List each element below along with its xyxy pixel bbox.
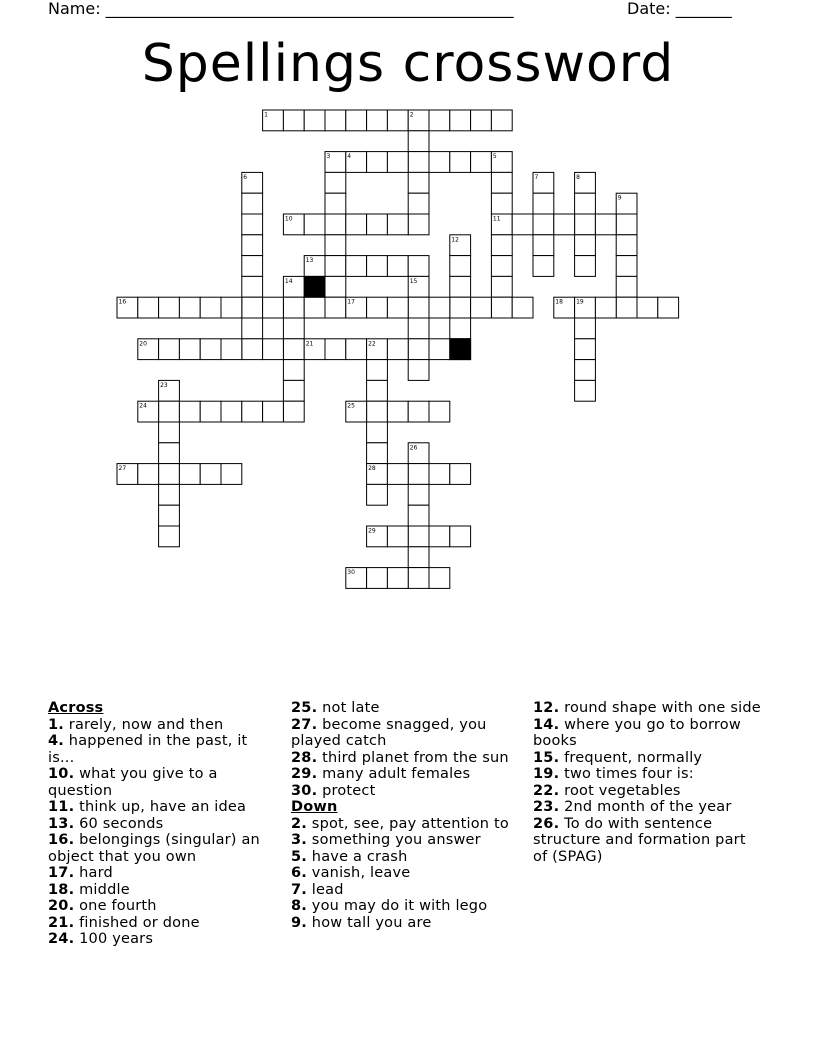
clue-number-label: 17 bbox=[347, 298, 355, 306]
page-title: Spellings crossword bbox=[141, 34, 675, 94]
grid-cell[interactable] bbox=[450, 526, 471, 547]
grid-cell[interactable] bbox=[450, 318, 471, 339]
grid-cell[interactable] bbox=[367, 110, 388, 131]
grid-cell[interactable] bbox=[325, 172, 346, 193]
grid-cell[interactable] bbox=[346, 339, 367, 360]
clue-item bbox=[533, 783, 761, 800]
clue-number: 9. bbox=[291, 914, 307, 931]
grid-cell[interactable] bbox=[221, 464, 242, 485]
grid-cell[interactable] bbox=[533, 214, 554, 235]
grid-cell[interactable] bbox=[450, 464, 471, 485]
clue-item bbox=[533, 799, 761, 816]
clue-text: think up, have an idea bbox=[74, 799, 247, 815]
grid-cell[interactable] bbox=[387, 256, 408, 277]
clue-section-heading: Down bbox=[291, 799, 338, 815]
clue-number: 13. bbox=[48, 815, 75, 832]
grid-cell[interactable] bbox=[367, 422, 388, 443]
grid-cell[interactable] bbox=[554, 214, 575, 235]
clue-item bbox=[533, 766, 761, 783]
blocked-cell bbox=[304, 276, 325, 297]
clue-number-label: 11 bbox=[492, 215, 501, 223]
clue-number-label: 12 bbox=[451, 236, 459, 244]
clue-text: protect bbox=[317, 782, 376, 799]
clue-number: 26. bbox=[533, 815, 560, 832]
clue-number-label: 29 bbox=[368, 527, 376, 535]
grid-cell[interactable] bbox=[387, 401, 408, 422]
clue-text: happened in the past, it is... bbox=[48, 733, 248, 766]
clue-number: 1. bbox=[48, 716, 64, 733]
grid-cell[interactable] bbox=[304, 214, 325, 235]
clue-item bbox=[48, 915, 276, 932]
grid-cell[interactable] bbox=[367, 401, 388, 422]
grid-cell[interactable] bbox=[159, 505, 180, 526]
grid-cell[interactable] bbox=[533, 235, 554, 256]
clue-column-2 bbox=[291, 700, 519, 931]
grid-cell[interactable] bbox=[200, 297, 221, 318]
grid-cell[interactable] bbox=[408, 214, 429, 235]
grid-cell[interactable] bbox=[387, 464, 408, 485]
grid-cell[interactable] bbox=[408, 131, 429, 152]
clue-number: 17. bbox=[48, 865, 75, 881]
grid-cell[interactable] bbox=[242, 297, 263, 318]
grid-cell[interactable] bbox=[429, 464, 450, 485]
clue-item bbox=[291, 832, 519, 849]
grid-cell[interactable] bbox=[595, 297, 616, 318]
clue-text: hard bbox=[74, 865, 113, 881]
grid-cell[interactable] bbox=[179, 297, 200, 318]
grid-cell[interactable] bbox=[304, 110, 325, 131]
date-field[interactable]: Date: _______ bbox=[627, 0, 732, 18]
grid-cell[interactable] bbox=[325, 297, 346, 318]
clue-number-label: 26 bbox=[409, 444, 418, 452]
clue-number: 30. bbox=[291, 782, 318, 799]
grid-cell[interactable] bbox=[387, 297, 408, 318]
grid-cell[interactable] bbox=[575, 380, 596, 401]
grid-cell[interactable] bbox=[408, 152, 429, 173]
grid-cell[interactable] bbox=[408, 339, 429, 360]
clue-number-label: 25 bbox=[347, 402, 355, 410]
clue-number-label: 28 bbox=[368, 465, 376, 473]
grid-cell[interactable] bbox=[138, 297, 159, 318]
clue-item bbox=[533, 750, 761, 767]
clue-item bbox=[291, 717, 519, 750]
clue-number-label: 8 bbox=[576, 173, 580, 181]
grid-cell[interactable] bbox=[159, 297, 180, 318]
grid-cell[interactable] bbox=[429, 110, 450, 131]
clue-text: middle bbox=[74, 881, 130, 898]
clue-number: 21. bbox=[48, 914, 75, 931]
clue-number: 19. bbox=[533, 766, 560, 782]
blocked-cell bbox=[450, 339, 471, 360]
grid-cell[interactable] bbox=[616, 297, 637, 318]
clue-number-label: 13 bbox=[305, 257, 314, 265]
grid-cell[interactable] bbox=[471, 297, 492, 318]
clue-text: belongings (singular) an object that you own bbox=[48, 832, 260, 865]
grid-cell[interactable] bbox=[159, 443, 180, 464]
grid-cell[interactable] bbox=[367, 484, 388, 505]
grid-cell[interactable] bbox=[200, 401, 221, 422]
grid-cell[interactable] bbox=[179, 339, 200, 360]
grid-cell[interactable] bbox=[221, 401, 242, 422]
grid-cell[interactable] bbox=[616, 276, 637, 297]
clue-text: lead bbox=[307, 881, 344, 898]
grid-cell[interactable] bbox=[242, 339, 263, 360]
clue-number: 28. bbox=[291, 749, 318, 766]
grid-cell[interactable] bbox=[429, 297, 450, 318]
grid-cell[interactable] bbox=[575, 318, 596, 339]
grid-cell[interactable] bbox=[408, 464, 429, 485]
clue-item bbox=[291, 915, 519, 932]
grid-cell[interactable] bbox=[387, 214, 408, 235]
clue-number: 16. bbox=[48, 832, 75, 848]
clue-number: 29. bbox=[291, 766, 318, 782]
clue-number-label: 27 bbox=[118, 465, 127, 473]
grid-cell[interactable] bbox=[242, 235, 263, 256]
clue-item bbox=[533, 816, 761, 866]
clue-item bbox=[48, 717, 276, 734]
clue-item bbox=[48, 733, 276, 766]
clue-column-1 bbox=[48, 700, 276, 948]
grid-cell[interactable] bbox=[491, 297, 512, 318]
grid-cell[interactable] bbox=[367, 443, 388, 464]
clue-number-label: 10 bbox=[284, 215, 293, 223]
grid-cell[interactable] bbox=[450, 276, 471, 297]
grid-cell[interactable] bbox=[491, 110, 512, 131]
clue-number: 25. bbox=[291, 700, 318, 716]
clue-text: something you answer bbox=[307, 832, 481, 848]
grid-cell[interactable] bbox=[283, 110, 304, 131]
grid-cell[interactable] bbox=[367, 214, 388, 235]
clue-text: you may do it with lego bbox=[307, 898, 488, 914]
grid-cell[interactable] bbox=[283, 297, 304, 318]
clue-item bbox=[533, 717, 761, 750]
grid-cell[interactable] bbox=[408, 172, 429, 193]
grid-cell[interactable] bbox=[159, 339, 180, 360]
grid-cell[interactable] bbox=[263, 401, 284, 422]
grid-cell[interactable] bbox=[491, 193, 512, 214]
grid-cell[interactable] bbox=[387, 526, 408, 547]
grid-cell[interactable] bbox=[408, 505, 429, 526]
grid-cell[interactable] bbox=[429, 568, 450, 589]
grid-cell[interactable] bbox=[575, 339, 596, 360]
clue-text: vanish, leave bbox=[307, 865, 411, 881]
clue-number-label: 3 bbox=[326, 153, 331, 161]
grid-cell[interactable] bbox=[346, 256, 367, 277]
clue-item bbox=[48, 799, 276, 816]
grid-cell[interactable] bbox=[637, 297, 658, 318]
clue-number-label: 7 bbox=[534, 173, 539, 181]
grid-cell[interactable] bbox=[429, 401, 450, 422]
grid-cell[interactable] bbox=[575, 360, 596, 381]
grid-cell[interactable] bbox=[387, 152, 408, 173]
clue-item bbox=[291, 750, 519, 767]
clue-number-label: 30 bbox=[347, 569, 355, 577]
clue-number: 6. bbox=[291, 865, 307, 881]
clue-item bbox=[291, 882, 519, 899]
grid-cell[interactable] bbox=[408, 297, 429, 318]
grid-cell[interactable] bbox=[263, 297, 284, 318]
clue-number-label: 14 bbox=[284, 277, 293, 285]
grid-cell[interactable] bbox=[387, 110, 408, 131]
clue-text: round shape with one side bbox=[559, 700, 761, 716]
grid-cell[interactable] bbox=[450, 110, 471, 131]
clue-number: 27. bbox=[291, 716, 318, 733]
grid-cell[interactable] bbox=[242, 401, 263, 422]
grid-cell[interactable] bbox=[138, 464, 159, 485]
grid-cell[interactable] bbox=[387, 568, 408, 589]
clue-text: not late bbox=[317, 700, 380, 716]
clue-number-label: 24 bbox=[139, 402, 147, 410]
clue-number-label: 16 bbox=[118, 298, 127, 306]
grid-cell[interactable] bbox=[242, 318, 263, 339]
clue-number-label: 15 bbox=[409, 277, 418, 285]
clue-item bbox=[291, 766, 519, 783]
grid-cell[interactable] bbox=[533, 256, 554, 277]
clue-number-label: 1 bbox=[264, 111, 268, 119]
clue-number: 8. bbox=[291, 898, 307, 914]
clue-item bbox=[48, 882, 276, 899]
grid-cell[interactable] bbox=[450, 256, 471, 277]
grid-cell[interactable] bbox=[367, 256, 388, 277]
grid-cell[interactable] bbox=[283, 339, 304, 360]
clue-text: two times four is: bbox=[559, 766, 694, 782]
grid-cell[interactable] bbox=[533, 193, 554, 214]
grid-cell[interactable] bbox=[242, 256, 263, 277]
grid-cell[interactable] bbox=[367, 297, 388, 318]
grid-cell[interactable] bbox=[179, 401, 200, 422]
grid-cell[interactable] bbox=[200, 464, 221, 485]
grid-cell[interactable] bbox=[575, 235, 596, 256]
clue-number: 15. bbox=[533, 749, 560, 766]
grid-cell[interactable] bbox=[429, 526, 450, 547]
grid-cell[interactable] bbox=[283, 318, 304, 339]
grid-cell[interactable] bbox=[408, 547, 429, 568]
clue-text: have a crash bbox=[307, 848, 408, 865]
grid-cell[interactable] bbox=[616, 256, 637, 277]
grid-cell[interactable] bbox=[346, 214, 367, 235]
grid-cell[interactable] bbox=[159, 464, 180, 485]
grid-cell[interactable] bbox=[512, 297, 533, 318]
grid-cell[interactable] bbox=[304, 297, 325, 318]
clue-number: 3. bbox=[291, 832, 307, 848]
grid-cell[interactable] bbox=[159, 484, 180, 505]
grid-cell[interactable] bbox=[221, 297, 242, 318]
clue-item bbox=[291, 700, 519, 717]
clue-item bbox=[291, 816, 519, 833]
clue-item bbox=[291, 898, 519, 915]
grid-cell[interactable] bbox=[346, 110, 367, 131]
clue-item bbox=[48, 931, 276, 948]
grid-cell[interactable] bbox=[325, 193, 346, 214]
clue-number-label: 23 bbox=[160, 381, 168, 389]
grid-cell[interactable] bbox=[325, 235, 346, 256]
grid-cell[interactable] bbox=[575, 193, 596, 214]
grid-cell[interactable] bbox=[429, 152, 450, 173]
grid-cell[interactable] bbox=[200, 339, 221, 360]
grid-cell[interactable] bbox=[491, 256, 512, 277]
grid-cell[interactable] bbox=[491, 276, 512, 297]
clue-number: 2. bbox=[291, 815, 307, 832]
grid-cell[interactable] bbox=[325, 214, 346, 235]
grid-cell[interactable] bbox=[658, 297, 679, 318]
clue-item bbox=[533, 700, 761, 717]
grid-cell[interactable] bbox=[408, 193, 429, 214]
grid-cell[interactable] bbox=[408, 568, 429, 589]
clue-number: 14. bbox=[533, 716, 560, 733]
clue-number-label: 5 bbox=[492, 153, 497, 161]
clue-item bbox=[48, 898, 276, 915]
clue-text: root vegetables bbox=[559, 782, 681, 799]
clue-number: 4. bbox=[48, 733, 64, 749]
clue-number-label: 2 bbox=[409, 111, 414, 119]
clue-number: 12. bbox=[533, 700, 560, 716]
clue-column-3 bbox=[533, 700, 761, 865]
clue-text: become snagged, you played catch bbox=[291, 716, 487, 749]
clue-item bbox=[291, 783, 519, 800]
clue-item bbox=[291, 849, 519, 866]
clue-number: 20. bbox=[48, 898, 75, 914]
grid-cell[interactable] bbox=[179, 464, 200, 485]
clue-text: frequent, normally bbox=[559, 749, 703, 766]
grid-cell[interactable] bbox=[159, 401, 180, 422]
clue-number: 24. bbox=[48, 931, 75, 947]
clue-text: 100 years bbox=[74, 931, 154, 947]
clue-text: what you give to a question bbox=[48, 766, 218, 799]
grid-cell[interactable] bbox=[408, 526, 429, 547]
grid-cell[interactable] bbox=[367, 380, 388, 401]
clue-item bbox=[48, 832, 276, 865]
grid-cell[interactable] bbox=[450, 297, 471, 318]
grid-cell[interactable] bbox=[491, 235, 512, 256]
clue-number: 18. bbox=[48, 881, 75, 898]
grid-cell[interactable] bbox=[408, 401, 429, 422]
grid-cell[interactable] bbox=[367, 152, 388, 173]
grid-cell[interactable] bbox=[263, 339, 284, 360]
clue-item bbox=[291, 865, 519, 882]
clue-number: 5. bbox=[291, 848, 307, 865]
clue-number: 11. bbox=[48, 799, 75, 815]
clue-section-heading: Across bbox=[48, 700, 104, 716]
grid-cell[interactable] bbox=[616, 235, 637, 256]
grid-cell[interactable] bbox=[159, 526, 180, 547]
clue-text: 2nd month of the year bbox=[559, 799, 732, 815]
grid-cell[interactable] bbox=[575, 256, 596, 277]
grid-cell[interactable] bbox=[408, 256, 429, 277]
clue-number-label: 4 bbox=[347, 153, 352, 161]
clue-text: how tall you are bbox=[307, 914, 432, 931]
grid-cell[interactable] bbox=[450, 152, 471, 173]
grid-cell[interactable] bbox=[325, 276, 346, 297]
grid-cell[interactable] bbox=[616, 214, 637, 235]
grid-cell[interactable] bbox=[367, 360, 388, 381]
grid-cell[interactable] bbox=[159, 422, 180, 443]
grid-cell[interactable] bbox=[325, 110, 346, 131]
clue-number-label: 20 bbox=[139, 340, 147, 348]
clue-number-label: 6 bbox=[243, 173, 248, 181]
grid-cell[interactable] bbox=[242, 276, 263, 297]
grid-cell[interactable] bbox=[471, 110, 492, 131]
clue-text: To do with sentence structure and formation part of (SPAG) bbox=[533, 815, 746, 865]
grid-cell[interactable] bbox=[408, 360, 429, 381]
clue-text: one fourth bbox=[74, 898, 157, 914]
clue-text: 60 seconds bbox=[74, 815, 164, 832]
clue-text: rarely, now and then bbox=[64, 716, 224, 733]
clue-number-label: 21 bbox=[305, 340, 314, 348]
grid-cell[interactable] bbox=[429, 339, 450, 360]
clue-text: many adult females bbox=[317, 766, 471, 782]
grid-cell[interactable] bbox=[491, 172, 512, 193]
clue-number-label: 18 bbox=[555, 298, 563, 306]
grid-cell[interactable] bbox=[387, 339, 408, 360]
grid-cell[interactable] bbox=[595, 214, 616, 235]
grid-cell[interactable] bbox=[367, 568, 388, 589]
grid-cell[interactable] bbox=[283, 401, 304, 422]
grid-cell[interactable] bbox=[221, 339, 242, 360]
grid-cell[interactable] bbox=[512, 214, 533, 235]
clue-text: spot, see, pay attention to bbox=[307, 815, 509, 832]
grid-cell[interactable] bbox=[283, 380, 304, 401]
clue-item bbox=[48, 766, 276, 799]
clue-item bbox=[48, 816, 276, 833]
name-field[interactable]: Name: ___________________________________________________ bbox=[48, 0, 514, 18]
clue-number: 10. bbox=[48, 766, 75, 782]
grid-cell[interactable] bbox=[408, 484, 429, 505]
grid-cell[interactable] bbox=[242, 193, 263, 214]
clue-number-label: 22 bbox=[368, 340, 376, 348]
clue-number-label: 9 bbox=[617, 194, 622, 202]
clue-text: finished or done bbox=[74, 914, 200, 931]
grid-cell[interactable] bbox=[325, 339, 346, 360]
clue-number: 7. bbox=[291, 881, 307, 898]
grid-cell[interactable] bbox=[575, 214, 596, 235]
grid-cell[interactable] bbox=[325, 256, 346, 277]
clue-text: where you go to borrow books bbox=[533, 716, 741, 749]
clue-number: 22. bbox=[533, 782, 560, 799]
grid-cell[interactable] bbox=[283, 360, 304, 381]
grid-cell[interactable] bbox=[471, 152, 492, 173]
clue-number-label: 19 bbox=[576, 298, 584, 306]
clue-number: 23. bbox=[533, 799, 560, 815]
clue-text: third planet from the sun bbox=[317, 749, 509, 766]
clue-item bbox=[48, 865, 276, 882]
grid-cell[interactable] bbox=[408, 318, 429, 339]
grid-cell[interactable] bbox=[242, 214, 263, 235]
